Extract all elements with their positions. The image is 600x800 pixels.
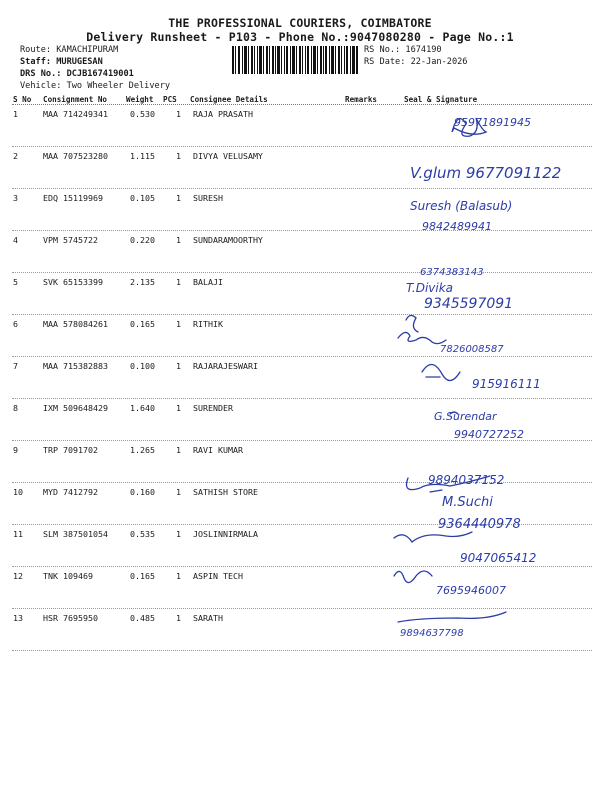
row-sno: 1	[13, 109, 18, 119]
handwritten-phone: 915916111	[472, 377, 541, 391]
row-sno: 13	[13, 613, 23, 623]
handwritten-phone: 9842489941	[422, 220, 492, 233]
row-pcs: 1	[176, 571, 181, 581]
col-header-consignee: Consignee Details	[190, 95, 268, 104]
handwritten-phone: 7695946007	[436, 584, 506, 597]
row-weight: 1.640	[130, 403, 155, 413]
row-consignment: VPM 5745722	[43, 235, 98, 245]
barcode-image	[232, 46, 358, 74]
row-consignment: MYD 7412792	[43, 487, 98, 497]
company-title: THE PROFESSIONAL COURIERS, COIMBATORE	[168, 16, 432, 30]
row-pcs: 1	[176, 529, 181, 539]
row-weight: 0.165	[130, 319, 155, 329]
route-label: Route: KAMACHIPURAM	[20, 45, 119, 55]
row-weight: 0.165	[130, 571, 155, 581]
vehicle-label: Vehicle: Two Wheeler Delivery	[20, 81, 171, 91]
row-consignee: SARATH	[193, 613, 223, 623]
handwritten-phone: 95971891945	[454, 116, 531, 129]
handwritten-phone: 6374383143	[420, 267, 484, 278]
row-consignment: MAA 578084261	[43, 319, 108, 329]
signature-scribble	[398, 332, 446, 343]
rs-number: RS No.: 1674190	[364, 45, 442, 55]
row-consignee: RAVI KUMAR	[193, 445, 243, 455]
row-consignment: SVK 65153399	[43, 277, 103, 287]
col-header-consignment: Consignment No	[43, 95, 108, 104]
signature-scribble	[394, 532, 472, 542]
handwritten-phone: 9940727252	[454, 428, 524, 441]
row-weight: 0.220	[130, 235, 155, 245]
signature-scribble	[394, 571, 432, 583]
col-header-weight: Weight	[126, 95, 154, 104]
row-pcs: 1	[176, 361, 181, 371]
row-sno: 11	[13, 529, 23, 539]
handwritten-phone: 9894637798	[400, 628, 464, 639]
col-header-remarks: Remarks	[345, 95, 378, 104]
row-consignee: RITHIK	[193, 319, 223, 329]
rs-date: RS Date: 22-Jan-2026	[364, 57, 468, 67]
row-sno: 4	[13, 235, 18, 245]
row-consignee: RAJARAJESWARI	[193, 361, 258, 371]
row-sno: 10	[13, 487, 23, 497]
row-weight: 0.535	[130, 529, 155, 539]
row-sno: 6	[13, 319, 18, 329]
row-sno: 7	[13, 361, 18, 371]
handwritten-name: G.Surendar	[434, 410, 497, 423]
row-weight: 1.115	[130, 151, 155, 161]
row-consignment: HSR 7695950	[43, 613, 98, 623]
handwritten-signatures	[370, 100, 600, 660]
staff-label: Staff: MURUGESAN	[20, 57, 103, 67]
row-sno: 12	[13, 571, 23, 581]
handwritten-phone: 9894037152	[428, 473, 505, 487]
col-header-seal: Seal & Signature	[404, 95, 478, 104]
signature-scribble	[422, 364, 460, 380]
row-pcs: 1	[176, 109, 181, 119]
runsheet-subtitle: Delivery Runsheet - P103 - Phone No.:9047080280 - Page No.:1	[86, 30, 514, 44]
handwritten-name: T.Divika	[406, 281, 454, 295]
row-pcs: 1	[176, 151, 181, 161]
row-pcs: 1	[176, 319, 181, 329]
row-sno: 2	[13, 151, 18, 161]
row-consignment: TRP 7091702	[43, 445, 98, 455]
col-header-sno: S No	[13, 95, 32, 104]
row-consignee: ASPIN TECH	[193, 571, 243, 581]
row-consignment: TNK 109469	[43, 571, 93, 581]
drs-number: DRS No.: DCJB167419001	[20, 69, 134, 79]
row-consignee: BALAJI	[193, 277, 223, 287]
row-sno: 9	[13, 445, 18, 455]
row-sno: 5	[13, 277, 18, 287]
row-consignee: JOSLINNIRMALA	[193, 529, 258, 539]
row-weight: 1.265	[130, 445, 155, 455]
row-pcs: 1	[176, 235, 181, 245]
row-weight: 0.100	[130, 361, 155, 371]
row-weight: 0.485	[130, 613, 155, 623]
row-pcs: 1	[176, 403, 181, 413]
row-pcs: 1	[176, 613, 181, 623]
row-consignee: SUNDARAMOORTHY	[193, 235, 263, 245]
row-weight: 0.160	[130, 487, 155, 497]
handwritten-phone: 9047065412	[460, 551, 537, 565]
row-consignee: SATHISH STORE	[193, 487, 258, 497]
signature-scribble	[398, 612, 506, 622]
handwritten-phone: 7826008587	[440, 344, 504, 355]
row-weight: 2.135	[130, 277, 155, 287]
row-consignee: SURENDER	[193, 403, 233, 413]
signature-scribble	[406, 315, 418, 332]
handwritten-name: Suresh (Balasub)	[410, 199, 513, 213]
handwritten-name-phone: V.glum 9677091122	[410, 164, 562, 182]
row-consignment: EDQ 15119969	[43, 193, 103, 203]
col-header-pcs: PCS	[163, 95, 177, 104]
row-consignment: MAA 707523280	[43, 151, 108, 161]
row-consignee: DIVYA VELUSAMY	[193, 151, 263, 161]
handwritten-name: M.Suchi	[442, 495, 493, 510]
row-pcs: 1	[176, 193, 181, 203]
row-pcs: 1	[176, 277, 181, 287]
row-weight: 0.105	[130, 193, 155, 203]
signature-dash	[430, 490, 442, 492]
row-pcs: 1	[176, 487, 181, 497]
row-sno: 3	[13, 193, 18, 203]
row-sno: 8	[13, 403, 18, 413]
row-consignment: IXM 509648429	[43, 403, 108, 413]
signature-overlay	[370, 100, 600, 660]
row-consignment: MAA 715382883	[43, 361, 108, 371]
row-consignment: SLM 387501054	[43, 529, 108, 539]
row-consignee: RAJA PRASATH	[193, 109, 253, 119]
row-consignment: MAA 714249341	[43, 109, 108, 119]
handwritten-phone: 9364440978	[438, 517, 521, 532]
handwritten-phone: 9345597091	[424, 296, 514, 312]
row-weight: 0.530	[130, 109, 155, 119]
row-consignee: SURESH	[193, 193, 223, 203]
row-pcs: 1	[176, 445, 181, 455]
